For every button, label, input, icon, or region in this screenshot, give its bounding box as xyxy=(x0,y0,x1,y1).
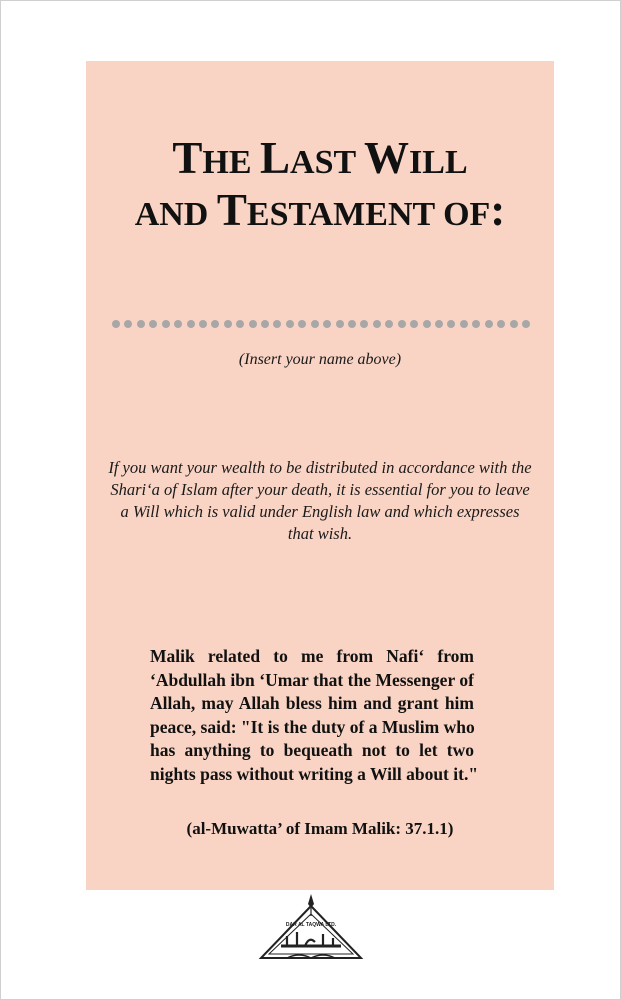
title-cap: L xyxy=(260,133,291,183)
title-rest: AST xyxy=(290,144,365,181)
name-entry-dotted-line xyxy=(112,320,530,330)
title-colon: : xyxy=(490,185,506,235)
title-rest: HE xyxy=(202,144,260,181)
hadith-line: peace, said: "It is the duty of a Muslim who xyxy=(150,716,475,737)
title-line-1 xyxy=(86,133,554,183)
hadith-line: Malik related to me from Nafi‘ from xyxy=(150,646,474,666)
logo-text: DAR AL TAQWA LTD. xyxy=(285,922,337,928)
dar-al-taqwa-logo-icon xyxy=(257,892,365,964)
intro-paragraph: If you want your wealth to be distributed in accordance with the Shari‘a of Islam after your death, it is essential for you to leave a Will which is valid under English law and which expresses that wish. xyxy=(108,458,532,543)
hadith-line: Allah, may Allah bless him and grant him xyxy=(150,693,474,713)
title-rest: AND xyxy=(134,196,217,233)
title-cap: W xyxy=(364,133,410,183)
citation: (al-Muwatta’ of Imam Malik: 37.1.1) xyxy=(186,819,454,838)
hadith-quote xyxy=(150,645,479,786)
title-cap: T xyxy=(172,133,203,183)
hadith-line: nights pass without writing a Will about it." xyxy=(150,763,479,784)
hadith-line: has anything to bequeath not to let two xyxy=(150,740,474,760)
title-cap: T xyxy=(216,185,247,235)
title-rest: ILL xyxy=(409,144,468,181)
cover-panel xyxy=(86,61,554,890)
title-rest: ESTAMENT OF xyxy=(246,196,491,233)
hadith-line: ‘Abdullah ibn ‘Umar that the Messenger of xyxy=(150,669,474,690)
title-line-2 xyxy=(86,185,554,235)
name-hint: (Insert your name above) xyxy=(238,351,402,368)
